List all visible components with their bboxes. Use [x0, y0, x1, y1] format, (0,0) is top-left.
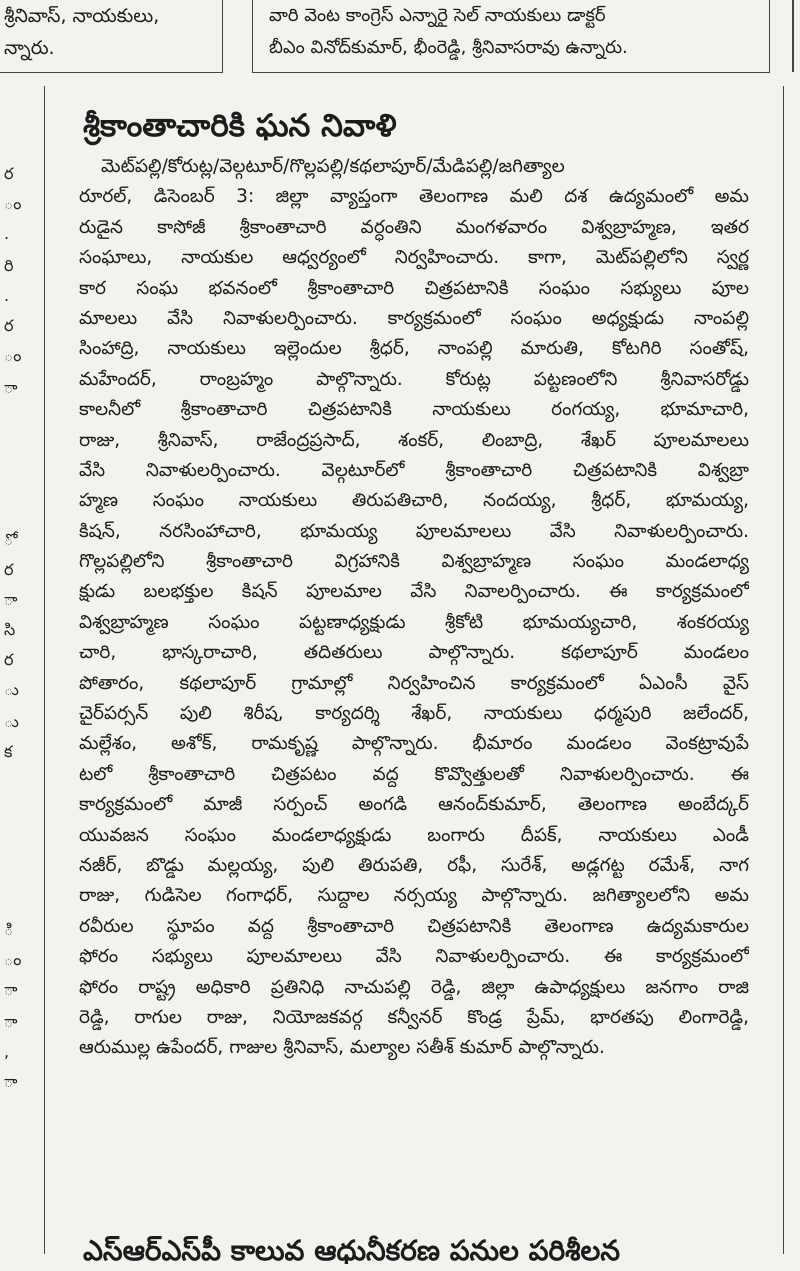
body-line: ఆరుముల్ల ఉపేందర్, గాజుల శ్రీనివాస్, మల్యాల సతీశ్ కుమార్ పాల్గొన్నారు.	[79, 1037, 605, 1059]
body-line: ఫోరం రాష్ట్ర అధికారి ప్రతినిధి నాచుపల్లి రెడ్డి, జిల్లా ఉపాధ్యక్షులు జనగాం రాజి	[79, 976, 749, 998]
body-line: గొల్లపల్లిలోని శ్రీకాంతాచారి విగ్రహానికి విశ్వబ్రాహ్మణ సంఘం మండలాధ్య	[79, 551, 749, 573]
main-article	[44, 86, 784, 1267]
fragment-char: ర	[4, 650, 14, 669]
body-line: సింహాద్రి, నాయకులు ఇల్లెందుల శ్రీధర్, నాంపల్లి మారుతి, కోటగిరి సంతోష్,	[79, 338, 749, 360]
body-line: రెడ్డి, రాగుల రాజు, నియోజకవర్గ కన్వీనర్ కొండ్ర ప్రేమ్, భారతపు లింగారెడ్డి,	[79, 1006, 749, 1028]
fragment-char: క	[4, 742, 13, 761]
body-line: వేసి నివాళులర్పించారు. వెల్గటూర్‌లో శ్రీకాంతాచారి చిత్రపటానికి విశ్వబ్రా	[79, 459, 749, 481]
fragment-char: ు	[4, 712, 19, 731]
body-line: రాజు, గుడిసెల గంగాధర్, సుద్దాల నర్సయ్య పాల్గొన్నారు. జగిత్యాలలోని అమ	[79, 885, 749, 907]
fragment-char: ర	[4, 164, 14, 183]
fragment-char: .	[4, 286, 10, 305]
body-line: యువజన సంఘం మండలాధ్యక్షుడు బంగారు దీపక్, నాయకులు ఎండీ	[79, 824, 749, 846]
body-line: ఫోరం సభ్యులు పూలమాలలు వేసి నివాళులర్పించారు. ఈ కార్యక్రమంలో	[79, 946, 749, 968]
top-middle-article-fragment	[252, 0, 770, 73]
body-line: చైర్‌పర్సన్ పులి శిరీష, కార్యదర్శి శేఖర్, నాయకులు ధర్మపురి జలేందర్,	[79, 703, 749, 725]
next-article-headline: ఎస్‌ఆర్‌ఎస్‌పీ కాలువ ఆధునీకరణ పనుల పరిశీలన	[83, 1234, 621, 1267]
body-line: రుడైన కాసోజీ శ్రీకాంతాచారి వర్ధంతిని మంగళవారం విశ్వబ్రాహ్మణ, ఇతర	[79, 216, 749, 238]
fragment-char: ా	[4, 1012, 18, 1031]
body-line: విశ్వబ్రాహ్మణ సంఘం పట్టణాధ్యక్షుడు శ్రీకోటి భూమయ్యచారి, శంకరయ్య	[79, 611, 749, 633]
body-line: కిషన్, నరసింహాచారి, భూమయ్య పూలమాలలు వేసి నివాళులర్పించారు.	[79, 520, 749, 542]
fragment-char: ి	[4, 920, 14, 939]
body-line: మాలలు వేసి నివాళులర్పించారు. కార్యక్రమంలో సంఘం అధ్యక్షుడు నాంపల్లి	[79, 307, 749, 329]
body-line: హ్మణ సంఘం నాయకులు తిరుపతిచారి, నందయ్య, శ్రీధర్, భూమయ్య,	[79, 490, 749, 512]
fragment-char: ం	[4, 346, 22, 365]
fragment-char: రి	[4, 256, 14, 275]
top-left-article-fragment	[0, 0, 223, 73]
fragment-char: ,	[4, 1042, 10, 1061]
fragment-char: ా	[4, 378, 18, 397]
fragment-char: ు	[4, 680, 19, 699]
fragment-char: ో	[4, 530, 14, 549]
fragment-char: ా	[4, 590, 18, 609]
article-headline: శ్రీకాంతాచారికి ఘన నివాళి	[83, 108, 397, 144]
fragment-char: ా	[4, 980, 18, 999]
body-line: క్షుడు బలభక్తుల కిషన్ పూలమాల వేసి నివాలర్పించారు. ఈ కార్యక్రమంలో	[79, 581, 749, 603]
body-line: పోతారం, కథలాపూర్ గ్రామాల్లో నిర్వహించిన కార్యక్రమంలో ఏఎంసీ వైస్	[79, 672, 749, 694]
fragment-char: ా	[4, 1072, 18, 1091]
fragment-line: బీఎం వినోద్‌కుమార్, భీంరెడ్డి, శ్రీనివాసరావు ఉన్నారు.	[269, 37, 628, 58]
body-line: మహేందర్, రాంబ్రహ్మం పాల్గొన్నారు. కోరుట్ల పట్టణంలోని శ్రీనివాసరోడ్డు	[79, 368, 749, 390]
fragment-char: సి	[4, 620, 16, 639]
fragment-line: వారి వెంట కాంగ్రెస్ ఎన్నారై సెల్ నాయకులు డాక్టర్	[269, 5, 606, 26]
fragment-char: ం	[4, 194, 22, 213]
article-body	[79, 152, 749, 1064]
fragment-char: ం	[4, 950, 22, 969]
fragment-char: ర	[4, 560, 14, 579]
body-line: టలో శ్రీకాంతాచారి చిత్రపటం వద్ద కొవ్వొత్తులతో నివాళులర్పించారు. ఈ	[79, 763, 749, 785]
body-line: రూరల్, డిసెంబర్ 3: జిల్లా వ్యాప్తంగా తెలంగాణ మలి దశ ఉద్యమంలో అమ	[79, 186, 749, 208]
fragment-char: .	[4, 224, 10, 243]
fragment-line: శ్రీనివాస్, నాయకులు,	[4, 5, 160, 27]
body-line: రవీరుల స్థూపం వద్ద శ్రీకాంతాచారి చిత్రపటానికి తెలంగాణ ఉద్యమకారుల	[79, 915, 749, 937]
fragment-line: న్నారు.	[4, 37, 55, 59]
fragment-char: ర	[4, 316, 14, 335]
body-line: మల్లేశం, అశోక్, రామకృష్ణ పాల్గొన్నారు. భీమారం మండలం వెంకట్రావుపే	[79, 733, 749, 755]
body-line: రాజు, శ్రీనివాస్, రాజేంద్రప్రసాద్, శంకర్, లింబాద్రి, శేఖర్ పూలమాలలు	[79, 429, 749, 451]
body-line: మెట్‌పల్లి/కోరుట్ల/వెల్గటూర్/గొల్లపల్లి/కథలాపూర్/మేడిపల్లి/జగిత్యాల	[101, 156, 565, 177]
body-line: కార సంఘ భవనంలో శ్రీకాంతాచారి చిత్రపటానికి సంఘం సభ్యులు పూల	[79, 277, 749, 299]
body-line: చారి, భాస్కరాచారి, తదితరులు పాల్గొన్నారు. కథలాపూర్ మండలం	[79, 642, 749, 664]
body-line: నజీర్, బొడ్డు మల్లయ్య, పులి తిరుపతి, రఫీ, సురేశ్, అడ్లగట్ట రమేశ్, నాగ	[79, 854, 749, 876]
body-line: సంఘాలు, నాయకుల ఆధ్వర్యంలో నిర్వహించారు. కాగా, మెట్‌పల్లిలోని స్వర్ణ	[79, 247, 749, 269]
body-line: కార్యక్రమంలో మాజీ సర్పంచ్ అంగడి ఆనంద్‌కుమార్, తెలంగాణ అంబేద్కర్	[79, 794, 749, 816]
body-line: కాలనీలో శ్రీకాంతాచారి చిత్రపటానికి నాయకులు రంగయ్య, భూమాచారి,	[79, 399, 749, 421]
column-rule	[792, 0, 794, 72]
